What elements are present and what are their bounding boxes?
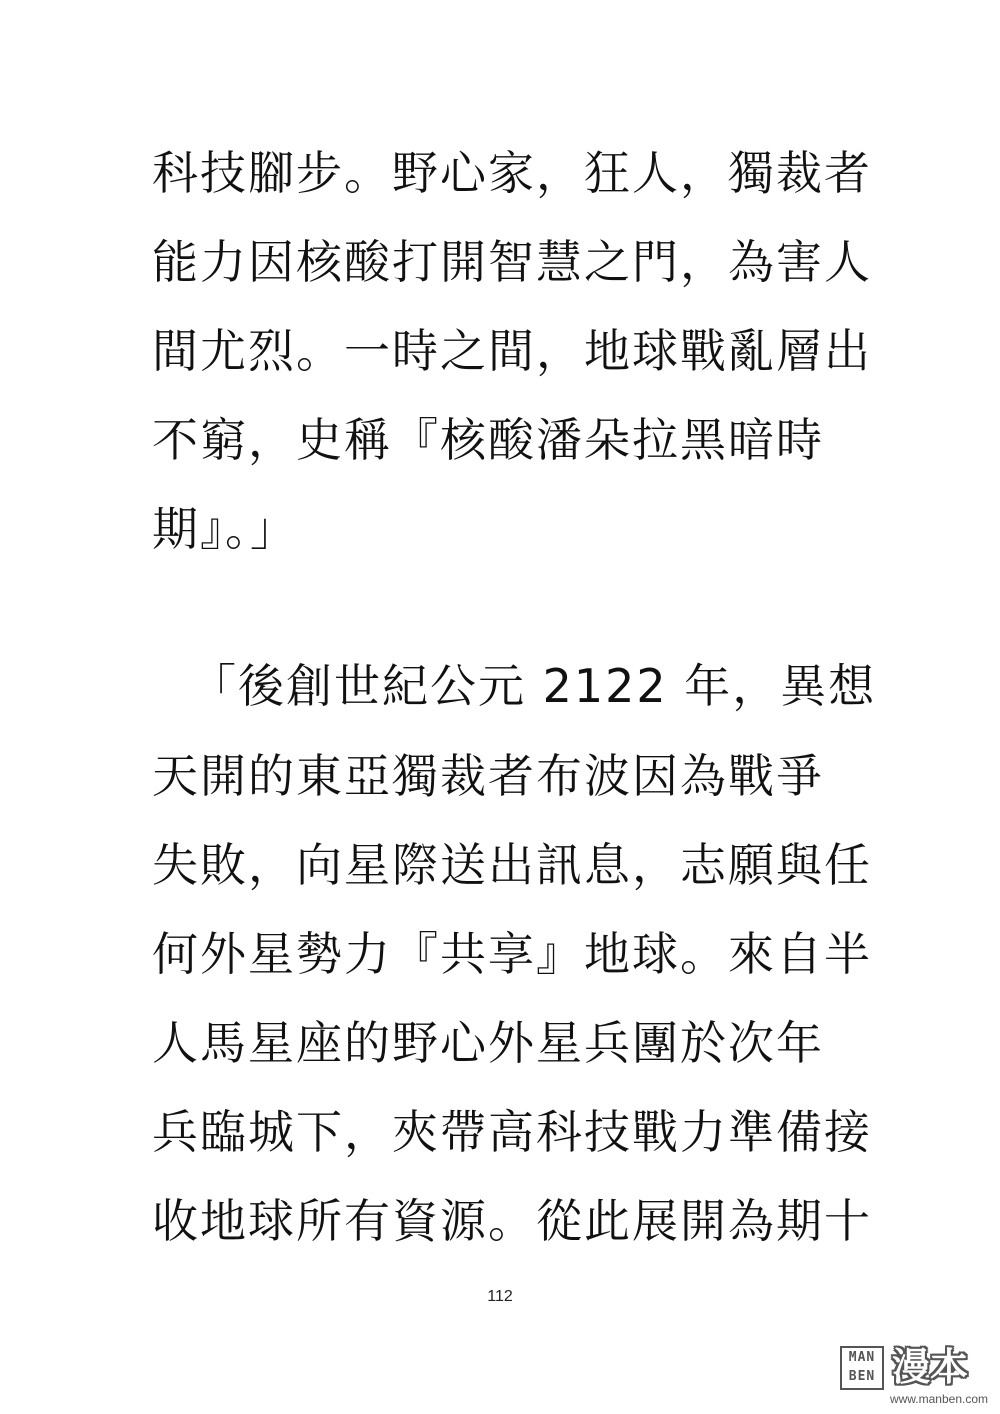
- watermark-url: www.manben.com: [889, 1392, 988, 1406]
- watermark-logo-icon: MAN BEN: [840, 1346, 884, 1390]
- paragraph-1-line-2: 能力因核酸打開智慧之門，為害人: [152, 235, 872, 289]
- watermark-name: 漫本: [892, 1345, 969, 1389]
- paragraph-1-line-3: 間尤烈。一時之間，地球戰亂層出: [152, 324, 872, 378]
- paragraph-2-line-1: 「後創世紀公元 2122 年，異想: [190, 659, 877, 713]
- paragraph-2-line-5: 人馬星座的野心外星兵團於次年: [152, 1016, 824, 1070]
- page-number: 112: [487, 1288, 513, 1305]
- paragraph-1-line-5: 期』。」: [152, 502, 298, 556]
- paragraph-1-line-1: 科技腳步。野心家，狂人，獨裁者: [152, 146, 872, 200]
- paragraph-2-line-6: 兵臨城下，夾帶高科技戰力準備接: [152, 1105, 872, 1159]
- watermark: [840, 1342, 988, 1408]
- paragraph-2-line-2: 天開的東亞獨裁者布波因為戰爭: [152, 749, 824, 803]
- paragraph-1-line-4: 不窮，史稱『核酸潘朵拉黑暗時: [152, 413, 824, 467]
- paragraph-2-line-7: 收地球所有資源。從此展開為期十: [152, 1194, 872, 1248]
- paragraph-2-line-3: 失敗，向星際送出訊息，志願與任: [152, 838, 872, 892]
- paragraph-2-line-4: 何外星勢力『共享』地球。來自半: [152, 927, 872, 981]
